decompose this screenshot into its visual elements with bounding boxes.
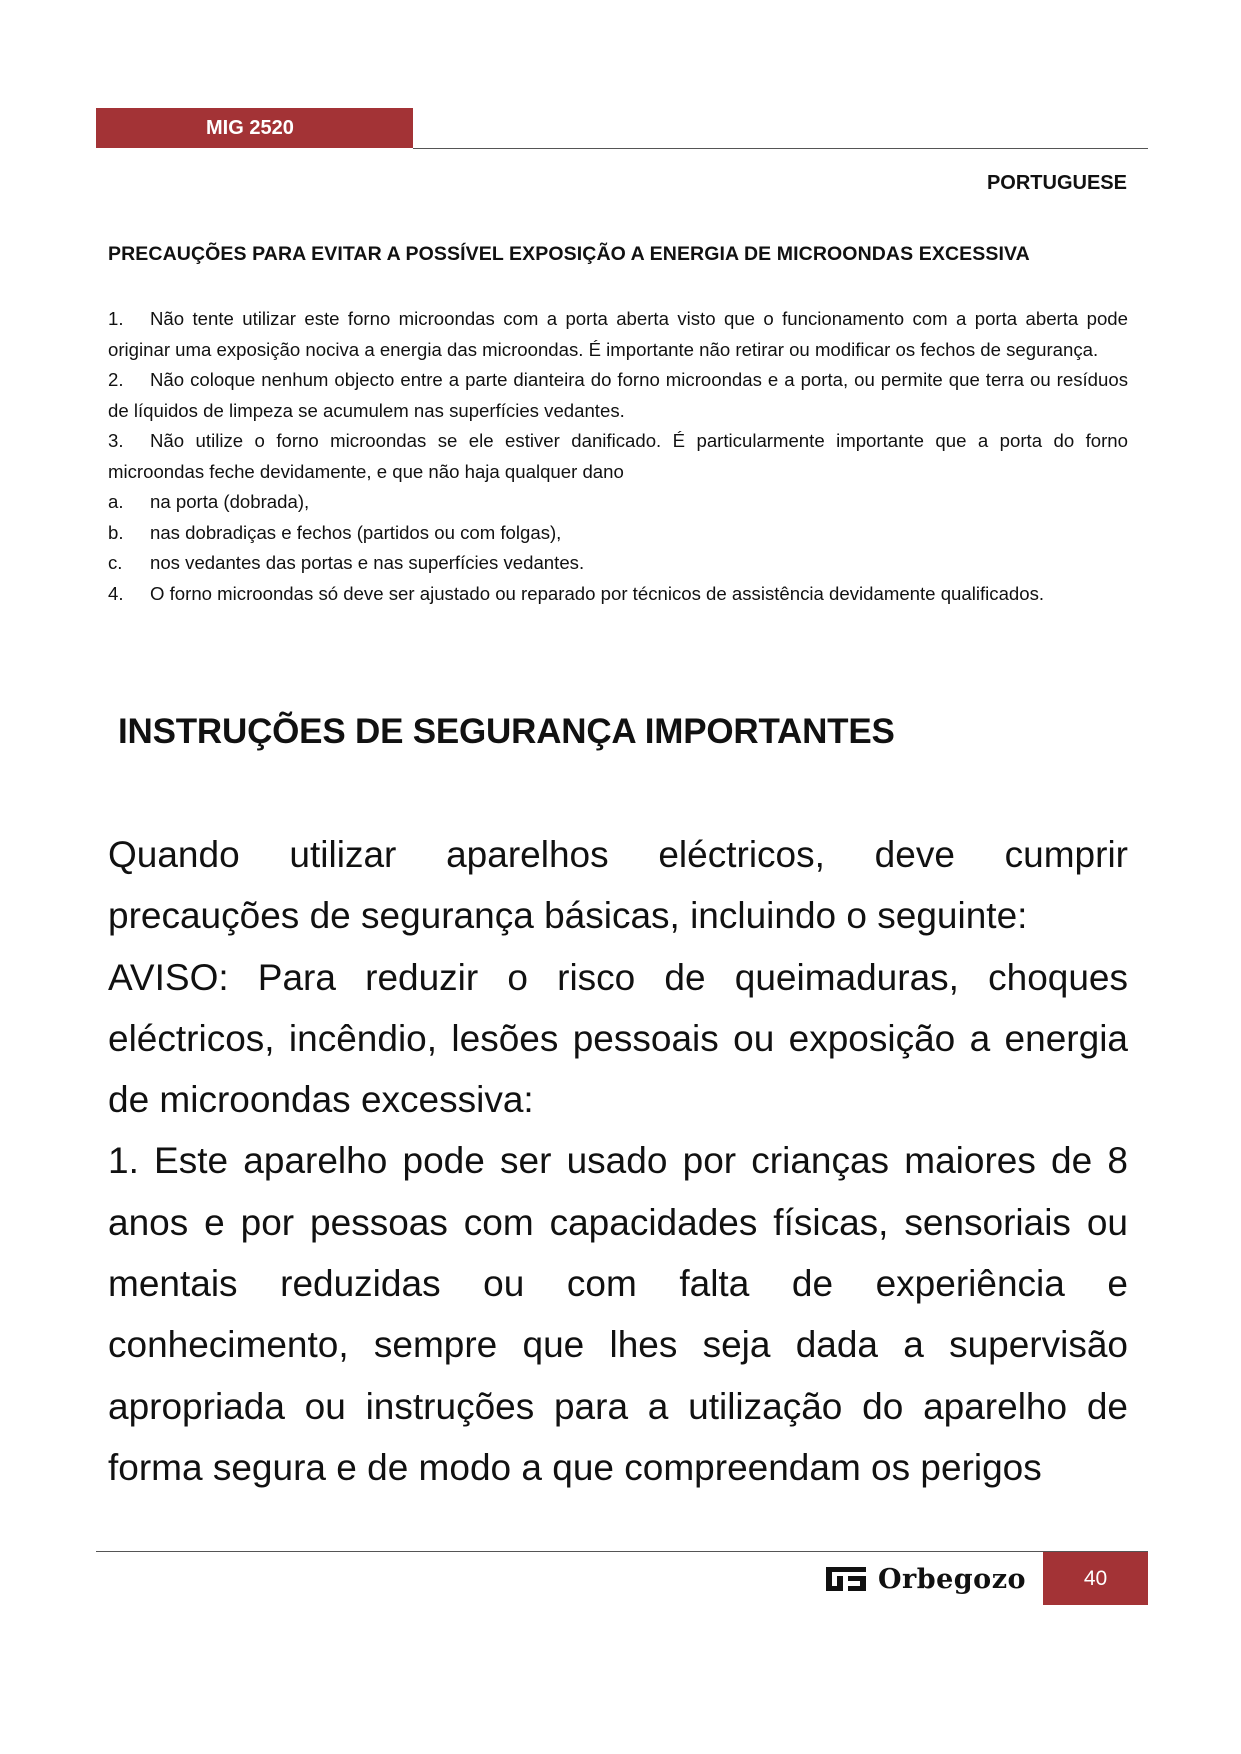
list-item-text: na porta (dobrada), — [150, 491, 310, 512]
list-marker: 1. — [108, 308, 124, 329]
safety-intro: Quando utilizar aparelhos eléctricos, deve cumprir precauções de segurança básicas, incluindo o seguinte: — [108, 834, 1128, 937]
list-item-text: Não utilize o forno microondas se ele estiver danificado. É particularmente importante que a porta do forno microondas feche devidamente, e que não haja qualquer dano — [108, 430, 1128, 482]
precautions-title: PRECAUÇÕES PARA EVITAR A POSSÍVEL EXPOSIÇÃO A ENERGIA DE MICROONDAS EXCESSIVA — [108, 243, 1030, 265]
page-number-box — [1043, 1552, 1148, 1605]
page-number: 40 — [1083, 1566, 1108, 1590]
list-marker: 3. — [108, 430, 124, 451]
list-item — [108, 518, 1128, 549]
safety-warning: AVISO: Para reduzir o risco de queimaduras, choques eléctricos, incêndio, lesões pessoais ou exposição a energia de microondas excessiva: — [108, 956, 1128, 1121]
brand-logo — [826, 1561, 1026, 1597]
list-item-text: O forno microondas só deve ser ajustado ou reparado por técnicos de assistência devidamente qualificados. — [150, 582, 1045, 604]
safety-item-1: 1. Este aparelho pode ser usado por crianças maiores de 8 anos e por pessoas com capacidades físicas, sensoriais ou mentais reduzidas ou com falta de experiência e conhecimento, sempre que lhes seja dada a supervisão apropriada ou instruções para a utilização do aparelho de forma segura e de modo a que compreendam os perigos — [108, 1140, 1128, 1488]
footer-rule — [96, 1551, 1148, 1552]
list-marker: 4. — [108, 582, 124, 604]
list-marker: a. — [108, 491, 124, 512]
model-label: MIG 2520 — [206, 116, 294, 139]
brand-name: Orbegozo — [878, 1563, 1027, 1595]
list-item-text: Não tente utilizar este forno microondas com a porta aberta visto que o funcionamento com a porta aberta pode originar uma exposição nociva a energia das microondas. É importante não retirar ou modificar os fechos de segurança. — [108, 308, 1128, 360]
header-rule — [413, 148, 1148, 149]
list-item — [108, 579, 1128, 610]
list-marker: 2. — [108, 369, 124, 390]
list-item-text: Não coloque nenhum objecto entre a parte dianteira do forno microondas e a porta, ou permite que terra ou resíduos de líquidos de limpeza se acumulem nas superfícies vedantes. — [108, 369, 1128, 421]
list-item — [108, 548, 1128, 579]
safety-heading: INSTRUÇÕES DE SEGURANÇA IMPORTANTES — [118, 712, 895, 751]
list-item — [108, 426, 1128, 487]
list-item — [108, 304, 1128, 365]
brand-mark-icon — [826, 1567, 866, 1591]
safety-body — [108, 824, 1128, 1498]
model-tab — [96, 108, 413, 148]
list-item — [108, 365, 1128, 426]
list-marker: b. — [108, 521, 124, 543]
list-item-text: nos vedantes das portas e nas superfícies vedantes. — [150, 552, 585, 573]
list-item — [108, 487, 1128, 518]
list-marker: c. — [108, 552, 123, 573]
list-item-text: nas dobradiças e fechos (partidos ou com folgas), — [150, 521, 562, 543]
precautions-list — [108, 304, 1128, 609]
language-label: PORTUGUESE — [986, 172, 1127, 194]
